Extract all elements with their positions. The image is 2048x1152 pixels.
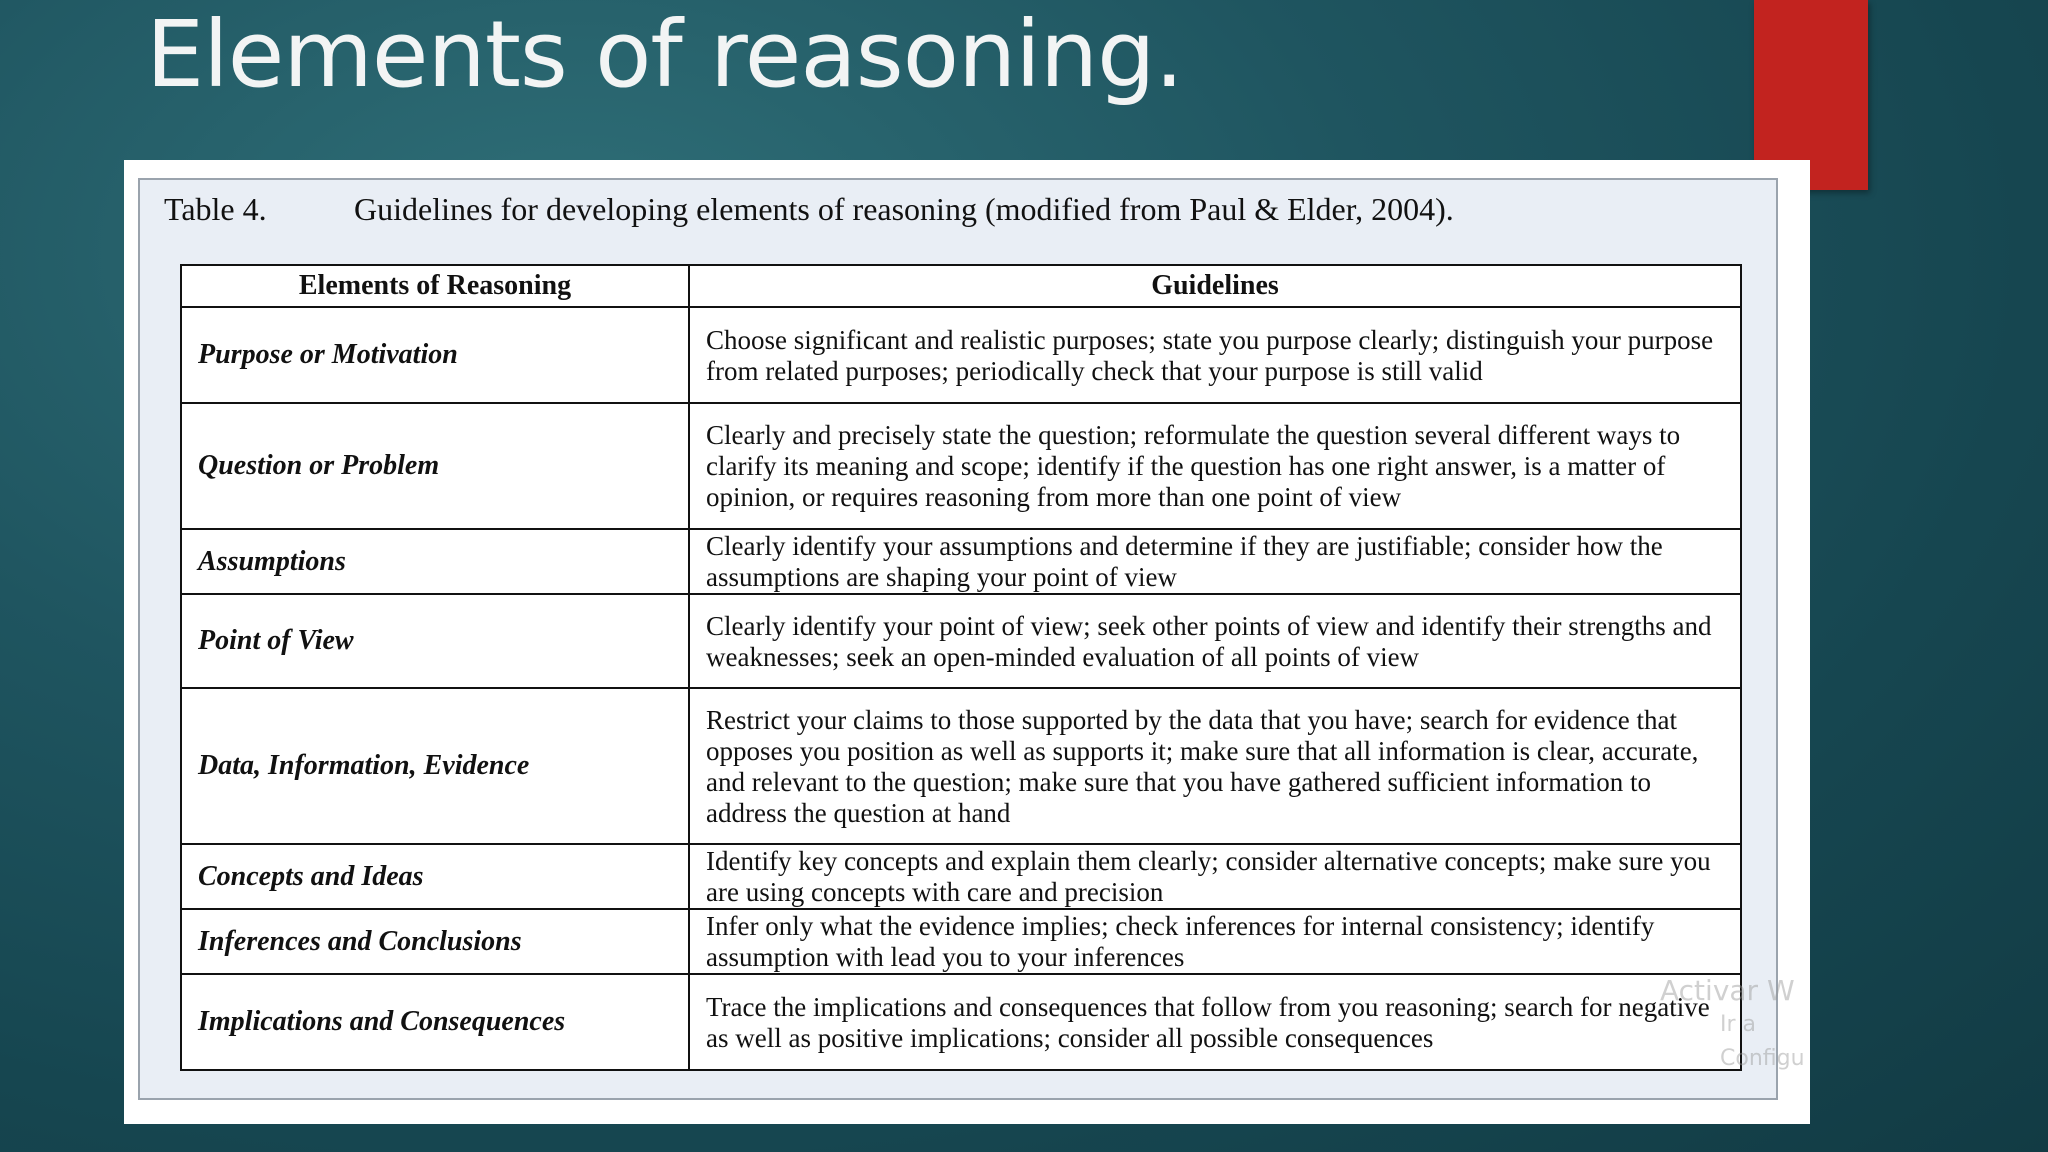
table-row <box>181 307 1741 403</box>
guideline-cell: Clearly identify your point of view; seek other points of view and identify their strengths and weaknesses; seek an open-minded evaluation of all points of view <box>689 594 1741 688</box>
table-row <box>181 529 1741 594</box>
table-row <box>181 403 1741 529</box>
table-image <box>124 160 1810 1124</box>
reasoning-table <box>180 264 1742 1071</box>
guideline-cell: Restrict your claims to those supported by the data that you have; search for evidence that opposes you position as well as supports it; make sure that all information is clear, accurate, and relevant to the question; make sure that you have gathered sufficient information to address the question at hand <box>689 688 1741 844</box>
guideline-cell: Infer only what the evidence implies; check inferences for internal consistency; identify assumption with lead you to your inferences <box>689 909 1741 974</box>
guideline-cell: Clearly identify your assumptions and determine if they are justifiable; consider how the assumptions are shaping your point of view <box>689 529 1741 594</box>
table-row <box>181 844 1741 909</box>
watermark-line1: Activar W <box>1660 974 1795 1007</box>
table-header-row <box>181 265 1741 307</box>
guideline-cell: Trace the implications and consequences that follow from you reasoning; search for negative as well as positive implications; consider all possible consequences <box>689 974 1741 1070</box>
table-row <box>181 909 1741 974</box>
guideline-cell: Clearly and precisely state the question; reformulate the question several different ways to clarify its meaning and scope; identify if the question has one right answer, is a matter of opinion, or requires reasoning from more than one point of view <box>689 403 1741 529</box>
element-cell: Concepts and Ideas <box>181 844 689 909</box>
caption-label: Table 4. <box>164 191 267 227</box>
header-elements: Elements of Reasoning <box>181 265 689 307</box>
element-cell: Assumptions <box>181 529 689 594</box>
element-cell: Data, Information, Evidence <box>181 688 689 844</box>
header-guidelines: Guidelines <box>689 265 1741 307</box>
table-panel <box>138 178 1778 1100</box>
slide-title: Elements of reasoning. <box>146 1 1183 108</box>
element-cell: Point of View <box>181 594 689 688</box>
guideline-cell: Identify key concepts and explain them clearly; consider alternative concepts; make sure you are using concepts with care and precision <box>689 844 1741 909</box>
table-row <box>181 688 1741 844</box>
table-row <box>181 594 1741 688</box>
element-cell: Question or Problem <box>181 403 689 529</box>
element-cell: Purpose or Motivation <box>181 307 689 403</box>
guideline-cell: Choose significant and realistic purposes; state you purpose clearly; distinguish your purpose from related purposes; periodically check that your purpose is still valid <box>689 307 1741 403</box>
table-row <box>181 974 1741 1070</box>
caption-text: Guidelines for developing elements of reasoning (modified from Paul & Elder, 2004). <box>354 191 1454 227</box>
activation-watermark <box>1660 974 1810 1076</box>
element-cell: Implications and Consequences <box>181 974 689 1070</box>
element-cell: Inferences and Conclusions <box>181 909 689 974</box>
watermark-line2: Ir a Configu <box>1720 1012 1805 1071</box>
